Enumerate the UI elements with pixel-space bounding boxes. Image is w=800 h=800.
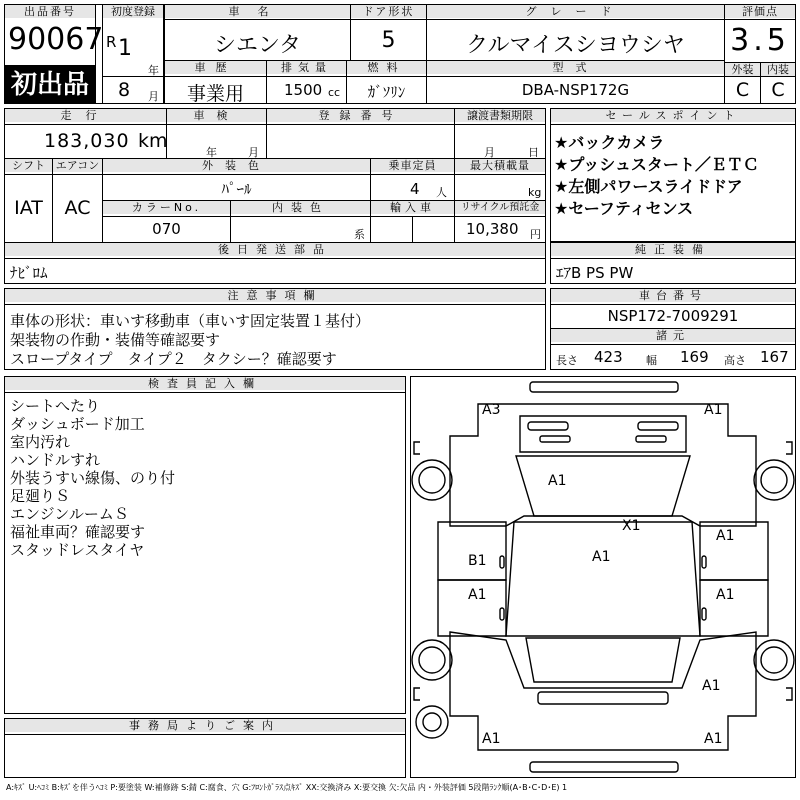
inspector-line-6: 足廻りＳ [10,487,71,505]
car-diagram [410,376,796,778]
era-year: 1 [118,36,132,61]
length: 423 [594,348,623,366]
inspector-line-5: 外装うすい線傷、のり付 [10,469,176,487]
displacement-label: 排気量 [267,61,346,74]
caution-line-2: 架装物の作動・装備等確認要す [10,331,221,349]
capacity: 4 [410,180,420,198]
inspector-line-2: ダッシュボード加工 [10,415,145,433]
inspector-line-1: シートへたり [10,397,101,415]
aircon: AC [64,197,91,219]
fuel: ｶﾞｿﾘﾝ [367,83,406,101]
sales-points-label: セールスポイント [551,109,795,122]
int-color-label: 内装色 [231,201,370,214]
cc-unit: cc [328,86,341,99]
interior-grade-label: 内装 [761,63,795,76]
inspection-label: 車検 [167,109,266,122]
door-label: ドア形状 [351,5,426,18]
history-label: 車歴 [165,61,266,74]
sales-point-4: ★セーフティセンス [554,199,694,218]
transfer-month-unit: 月 [484,146,495,159]
mark-left-front-door: B1 [468,553,487,569]
score: 3.5 [730,23,790,58]
aircon-label: エアコン [53,159,102,172]
month: 8 [118,79,131,101]
yen-unit: 円 [530,228,541,241]
color-no-label: カラーNo. [103,201,230,214]
width: 169 [680,348,709,366]
era-letter: R [106,33,117,51]
capacity-label: 乗車定員 [371,159,454,172]
inspector-label: 検査員記入欄 [5,377,405,390]
history: 事業用 [186,83,244,105]
lot-number-label: 出品番号 [5,5,95,18]
model-label: 型式 [427,61,724,74]
mark-roof: A1 [592,549,611,565]
height-label: 高さ [724,354,746,367]
mark-right-rear-door: A1 [716,587,735,603]
mark-right-rear: A1 [702,678,721,694]
ext-color-label: 外装色 [103,159,370,172]
exterior-grade-label: 外装 [725,63,760,76]
dims-label: 諸元 [551,329,795,342]
kei-unit: 系 [354,228,365,241]
office-label: 事務局よりご案内 [5,719,405,732]
chassis-label: 車台番号 [551,289,795,302]
mark-roof-front: X1 [622,518,641,534]
displacement: 1500 [284,81,323,99]
year-unit: 年 [148,64,159,77]
width-label: 幅 [646,354,657,367]
inspection-year-unit: 年 [206,146,217,159]
mark-rear-left: A1 [482,731,501,747]
legend: A:ｷｽﾞ U:ﾍｺﾐ B:ｷｽﾞを伴うﾍｺﾐ P:要塗装 W:補修跡 S:錆 C:腐食、穴 G:ﾌﾛﾝﾄｶﾞﾗｽ点ｷｽﾞ XX:交換済み X:要交換 欠:欠品 内・外装評価 5段階ﾗﾝｸ順(A･B･C･D･E) 1 [6,783,568,792]
sales-point-3: ★左側パワースライドドア [554,177,743,196]
mileage: 183,030 [44,130,130,152]
mark-right-front-door: A1 [716,528,735,544]
mark-left-rear-door: A1 [468,587,487,603]
grade: クルマイスシヨウシヤ [466,33,685,58]
transfer-label: 譲渡書類期限 [455,109,545,122]
chassis-number: NSP172-7009291 [607,307,739,325]
inspection-month-unit: 月 [248,146,259,159]
transfer-day-unit-2: 日 [528,146,539,159]
model: DBA-NSP172G [521,81,630,99]
car-name-label: 車名 [165,5,350,18]
first-reg-label: 初度登録 [103,5,163,18]
persons-unit: 人 [436,186,447,199]
shift: IAT [14,197,43,219]
later-parts-label: 後日発送部品 [5,243,545,256]
mark-hood: A1 [548,473,567,489]
equipment: ｴｱB PS PW [556,264,634,282]
first-listing-badge [4,66,96,104]
reg-no-label: 登録番号 [267,109,454,122]
mileage-label: 走行 [5,109,166,122]
first-listing-text: 初出品 [10,70,89,100]
lot-number: 90067 [8,22,104,57]
inspector-line-9: スタッドレスタイヤ [10,541,145,559]
caution-line-1: 車体の形状：車いす移動車（車いす固定装置１基付） [10,312,371,330]
fuel-label: 燃料 [347,61,426,74]
length-label: 長さ [556,354,578,367]
recycle: 10,380 [466,220,519,238]
equipment-label: 純正装備 [551,243,795,256]
kg-unit: kg [528,186,542,199]
shift-label: シフト [5,159,52,172]
doors: 5 [381,28,396,53]
inspector-line-7: エンジンルームＳ [10,505,129,523]
caution-label: 注意事項欄 [5,289,545,302]
ext-color: ﾊﾟｰﾙ [221,180,252,198]
car-name: シエンタ [213,33,302,58]
import-label: 輸入車 [371,201,454,214]
score-label: 評価点 [725,5,795,18]
load-label: 最大積載量 [455,159,545,172]
sales-point-2: ★プッシュスタート／ＥＴＣ [554,155,759,174]
mark-front-right: A1 [704,402,723,418]
inspector-line-3: 室内汚れ [10,433,71,451]
height: 167 [760,348,789,366]
interior-grade: C [771,79,785,101]
sales-point-1: ★バックカメラ [554,133,665,152]
mark-front-left: A3 [482,402,501,418]
later-parts: ﾅﾋﾞﾛﾑ [10,264,48,282]
km-unit: km [138,130,168,152]
caution-line-3: スロープタイプ タイプ２ タクシー？確認要す [10,350,337,368]
mark-rear-right: A1 [704,731,723,747]
recycle-label: リサイクル預託金 [455,201,545,214]
inspector-line-8: 福祉車両？確認要す [10,523,146,541]
grade-label: グレード [427,5,724,18]
exterior-grade: C [735,79,750,101]
color-no: 070 [152,220,181,238]
month-unit: 月 [148,90,159,103]
inspector-line-4: ハンドルすれ [10,451,101,469]
